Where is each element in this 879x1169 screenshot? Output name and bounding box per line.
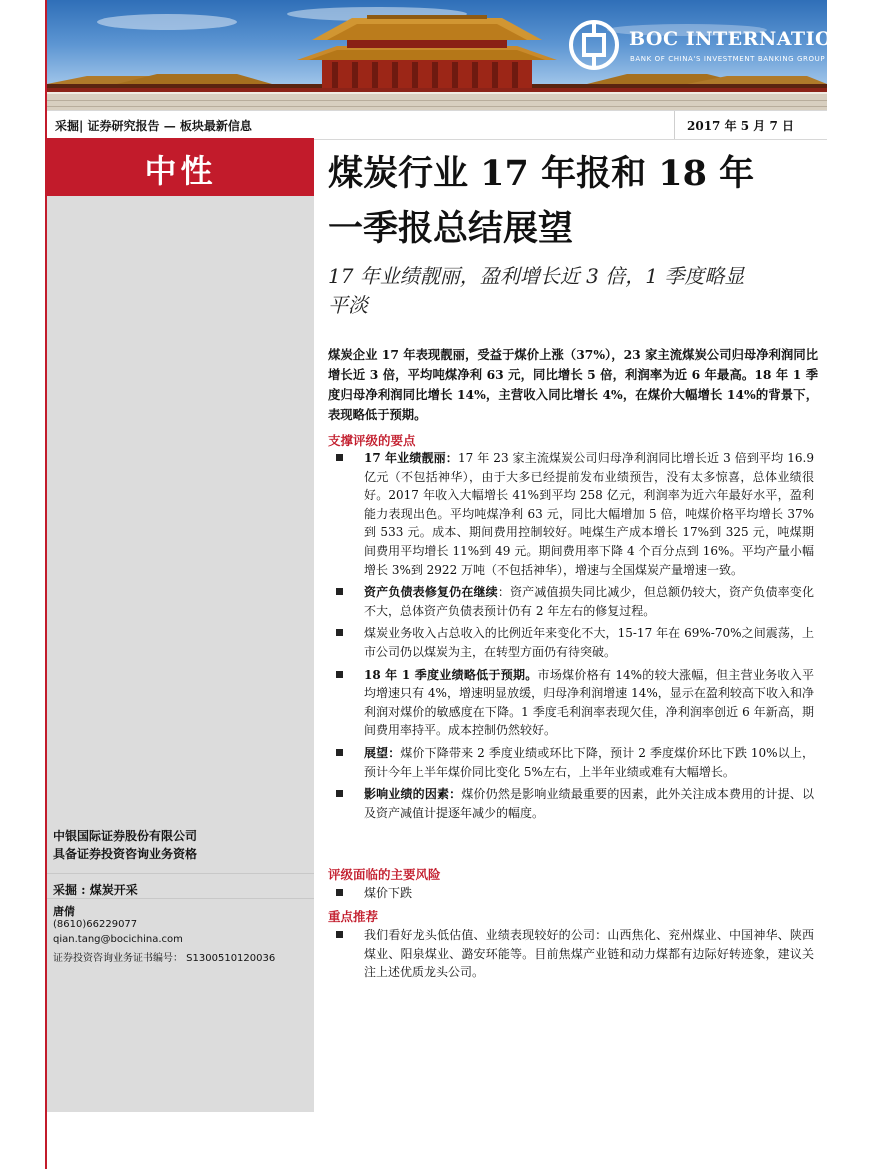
list-item-text: 煤价下降带来 2 季度业绩或环比下降，预计 2 季度煤价环比下跌 10%以上，预计今年上半年煤价同比变化 5%左右，上半年业绩或难有大幅增长。 (364, 745, 814, 779)
executive-summary: 煤炭企业 17 年表现靓丽，受益于煤价上涨（37%），23 家主流煤炭公司归母净利润同比增长近 3 倍，平均吨煤净利 63 元，同比增长 5 倍，利润率为近 6 年最高。18 年 1 季度归母净利润同比增长 14%，主营收入同比增长 4%，在煤价大幅增长 14%的背景下，表现略低于预期。 (328, 347, 818, 422)
subtitle-line: 平淡 (328, 293, 368, 317)
infobar-divider (674, 111, 675, 139)
report-info-bar (47, 110, 827, 140)
list-item-lead: 影响业绩的因素： (364, 787, 462, 802)
section-title-risk: 评级面临的主要风险 (328, 867, 441, 882)
list-item (334, 744, 814, 781)
list-item-text: 我们看好龙头低估值、业绩表现较好的公司：山西焦化、兖州煤业、中国神华、陕西煤业、阳泉煤业、潞安环能等。目前焦煤产业链和动力煤都有边际好转迹象，建议关注上述优质龙头公司。 (364, 928, 814, 980)
title-line: 煤炭行业 17 年报和 18 年 (328, 153, 755, 194)
sidebar-divider (47, 873, 314, 874)
boc-coin-logo-icon (569, 20, 619, 70)
recommend-list (334, 926, 814, 986)
rating-box (47, 138, 314, 196)
list-item-text: ：资产减值损失同比减少，但总额仍较大，资产负债率变化不大，总体资产负债表预计仍有 2 年左右的修复过程。 (364, 585, 814, 618)
report-date: 2017 年 5 月 7 日 (687, 119, 794, 133)
support-list (334, 449, 814, 826)
report-title (328, 146, 808, 256)
list-item-lead: 展望： (364, 745, 401, 760)
analyst-email[interactable]: qian.tang@bocichina.com (53, 934, 183, 945)
report-category: 采掘| 证券研究报告 — 板块最新信息 (55, 119, 252, 133)
analyst-license: 证券投资咨询业务证书编号： S1300510120036 (53, 953, 276, 964)
brand-block (569, 20, 879, 70)
header-banner (47, 0, 879, 110)
list-item-text: 煤价下跌 (364, 886, 413, 900)
broker-qualification: 具备证券投资咨询业务资格 (53, 847, 198, 861)
brand-subtitle: BANK OF CHINA'S INVESTMENT BANKING GROUP (630, 55, 826, 63)
section-title-support: 支撑评级的要点 (328, 433, 416, 448)
risk-list (334, 884, 814, 907)
list-item-text: 煤炭业务收入占总收入的比例近年来变化不大，15-17 年在 69%-70%之间震荡，上市公司仍以煤炭为主，在转型方面仍有待突破。 (364, 626, 814, 659)
list-item-text: 17 年 23 家主流煤炭公司归母净利润同比增长近 3 倍到平均 16.9 亿元（不包括神华），由于大多已经提前发布业绩预告，没有太多惊喜，总体业绩很好。2017 年收入大幅增长 41%到平均 258 亿元，利润率为近六年最好水平，盈利能力表现出色。平均吨煤净利 63 元，同比大幅增加 5 倍，吨煤价格平均增长 37%到 533 元。成本、期间费用控制较好。吨煤生产成本增长 17%到 325 元，吨煤期间费用平均增长 11%到 49 元。期间费用率下降 4 个百分点到 16%。平均产量小幅增长 3%到 2922 万吨（不包括神华），增速与全国煤炭产量增速一致。 (364, 451, 814, 577)
list-item (334, 666, 814, 740)
sector-source: 采掘 : 煤炭开采 (53, 883, 138, 897)
broker-name: 中银国际证券股份有限公司 (53, 829, 198, 843)
list-item (334, 785, 814, 822)
rating-label: 中性 (144, 152, 217, 190)
list-item (334, 884, 814, 903)
broker-info (53, 827, 197, 863)
analyst-phone: (8610)66229077 (53, 919, 138, 930)
list-item-text: 市场煤价格有 14%的较大涨幅，但主营业务收入平均增速只有 4%，增速明显放缓，归母净利润增速 14%，显示在盈利较高下收入和净利润对煤价的敏感度在下降。1 季度毛利润率表现欠佳，净利润率创近 6 年新高，期间费用率持平。成本控制仍然较好。 (364, 667, 814, 738)
sidebar-divider (47, 898, 314, 899)
list-item (334, 624, 814, 661)
brand-name: BOC INTERNATIONAL (629, 28, 879, 50)
list-item-lead: 17 年业绩靓丽： (364, 451, 458, 465)
section-title-recommend: 重点推荐 (328, 909, 379, 924)
list-item-lead: 18 年 1 季度业绩略低于预期。 (364, 667, 538, 682)
sidebar (47, 138, 314, 1112)
list-item (334, 583, 814, 620)
subtitle-line: 17 年业绩靓丽，盈利增长近 3 倍，1 季度略显 (328, 264, 745, 288)
list-item-lead: 资产负债表修复仍在继续 (364, 585, 498, 600)
list-item (334, 926, 814, 982)
title-line: 一季报总结展望 (328, 208, 574, 249)
report-subtitle (328, 262, 798, 320)
list-item-text: 煤价仍然是影响业绩最重要的因素，此外关注成本费用的计提、以及资产减值计提逐年减少的幅度。 (364, 787, 814, 820)
analyst-name: 唐倩 (53, 905, 75, 918)
list-item (334, 449, 814, 579)
